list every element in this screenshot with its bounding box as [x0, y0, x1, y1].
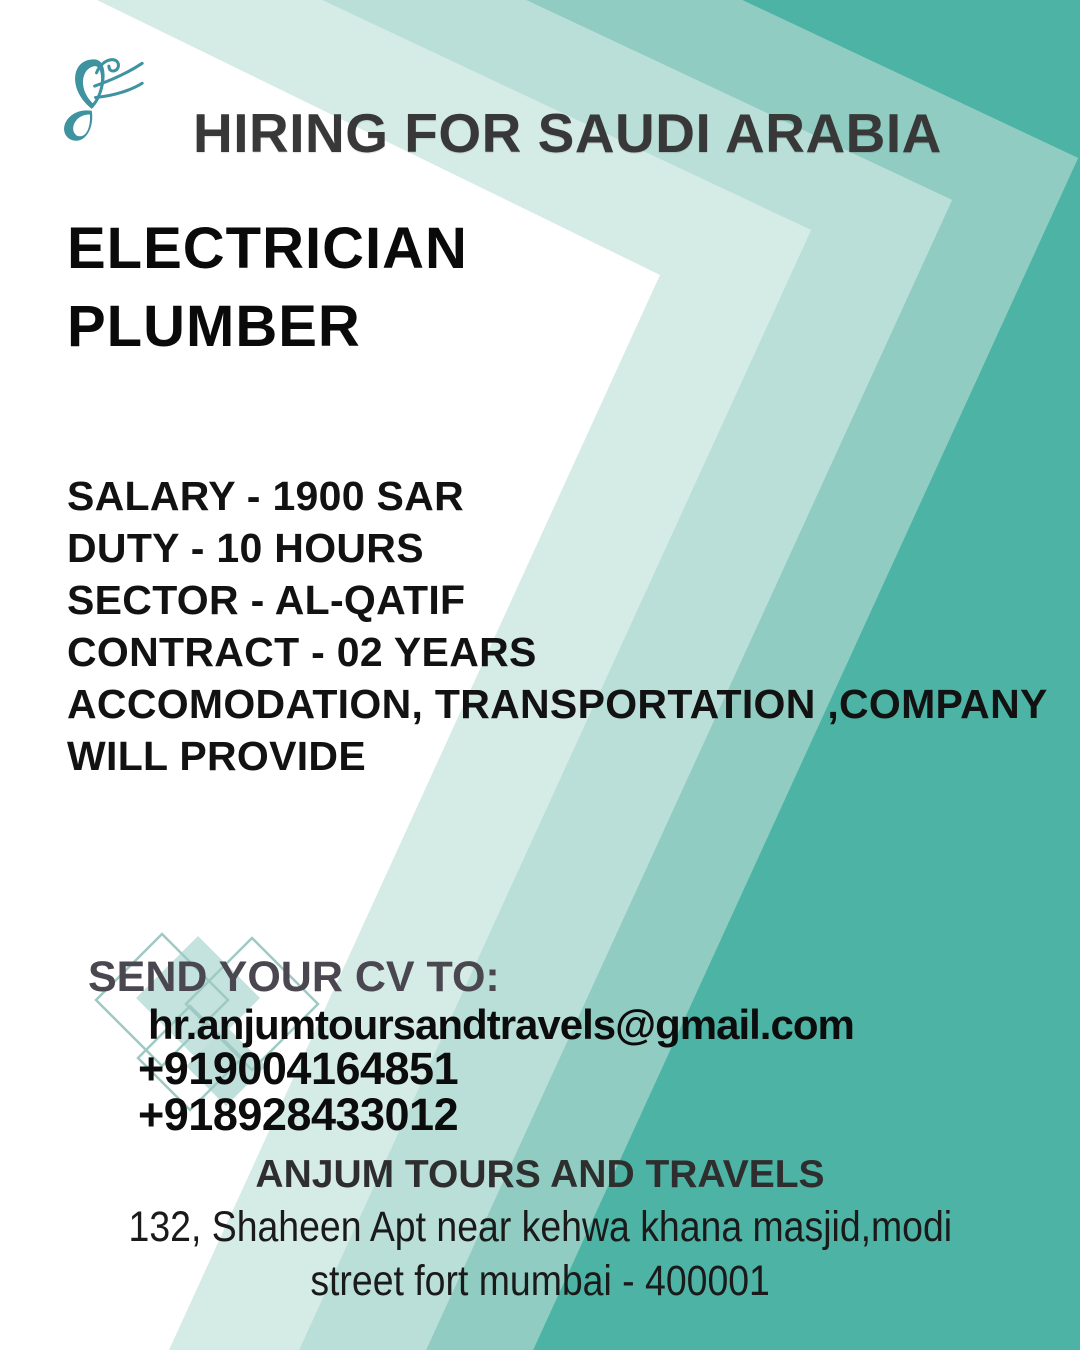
company-name: ANJUM TOURS AND TRAVELS: [255, 1153, 825, 1196]
company-address-line1-text: 132, Shaheen Apt near kehwa khana masjid,modi: [128, 1203, 952, 1251]
company-address-line1: [0, 1203, 1080, 1252]
detail-salary: SALARY - 1900 SAR: [67, 473, 465, 519]
detail-sector: SECTOR - AL-QATIF: [67, 577, 466, 623]
job-position-plumber: PLUMBER: [67, 294, 361, 359]
poster-title: HIRING FOR SAUDI ARABIA: [193, 102, 942, 164]
detail-benefits-cont: WILL PROVIDE: [67, 733, 366, 779]
job-details: [67, 470, 1048, 782]
company-address-line2: [0, 1257, 1080, 1306]
detail-duty: DUTY - 10 HOURS: [67, 525, 424, 571]
job-position-electrician: ELECTRICIAN: [67, 216, 468, 281]
send-cv-heading: SEND YOUR CV TO:: [88, 953, 500, 1001]
contact-email: hr.anjumtoursandtravels@gmail.com: [148, 1001, 854, 1048]
contact-phones: [138, 1043, 459, 1140]
detail-contract: CONTRACT - 02 YEARS: [67, 629, 537, 675]
detail-benefits: ACCOMODATION, TRANSPORTATION ,COMPANY: [67, 681, 1048, 727]
company-address-line2-text: street fort mumbai - 400001: [310, 1257, 770, 1305]
butterfly-logo-icon: [50, 50, 145, 145]
job-positions: [67, 210, 468, 366]
contact-phone-1: +919004164851: [138, 1043, 459, 1094]
contact-phone-2: +918928433012: [138, 1089, 459, 1140]
